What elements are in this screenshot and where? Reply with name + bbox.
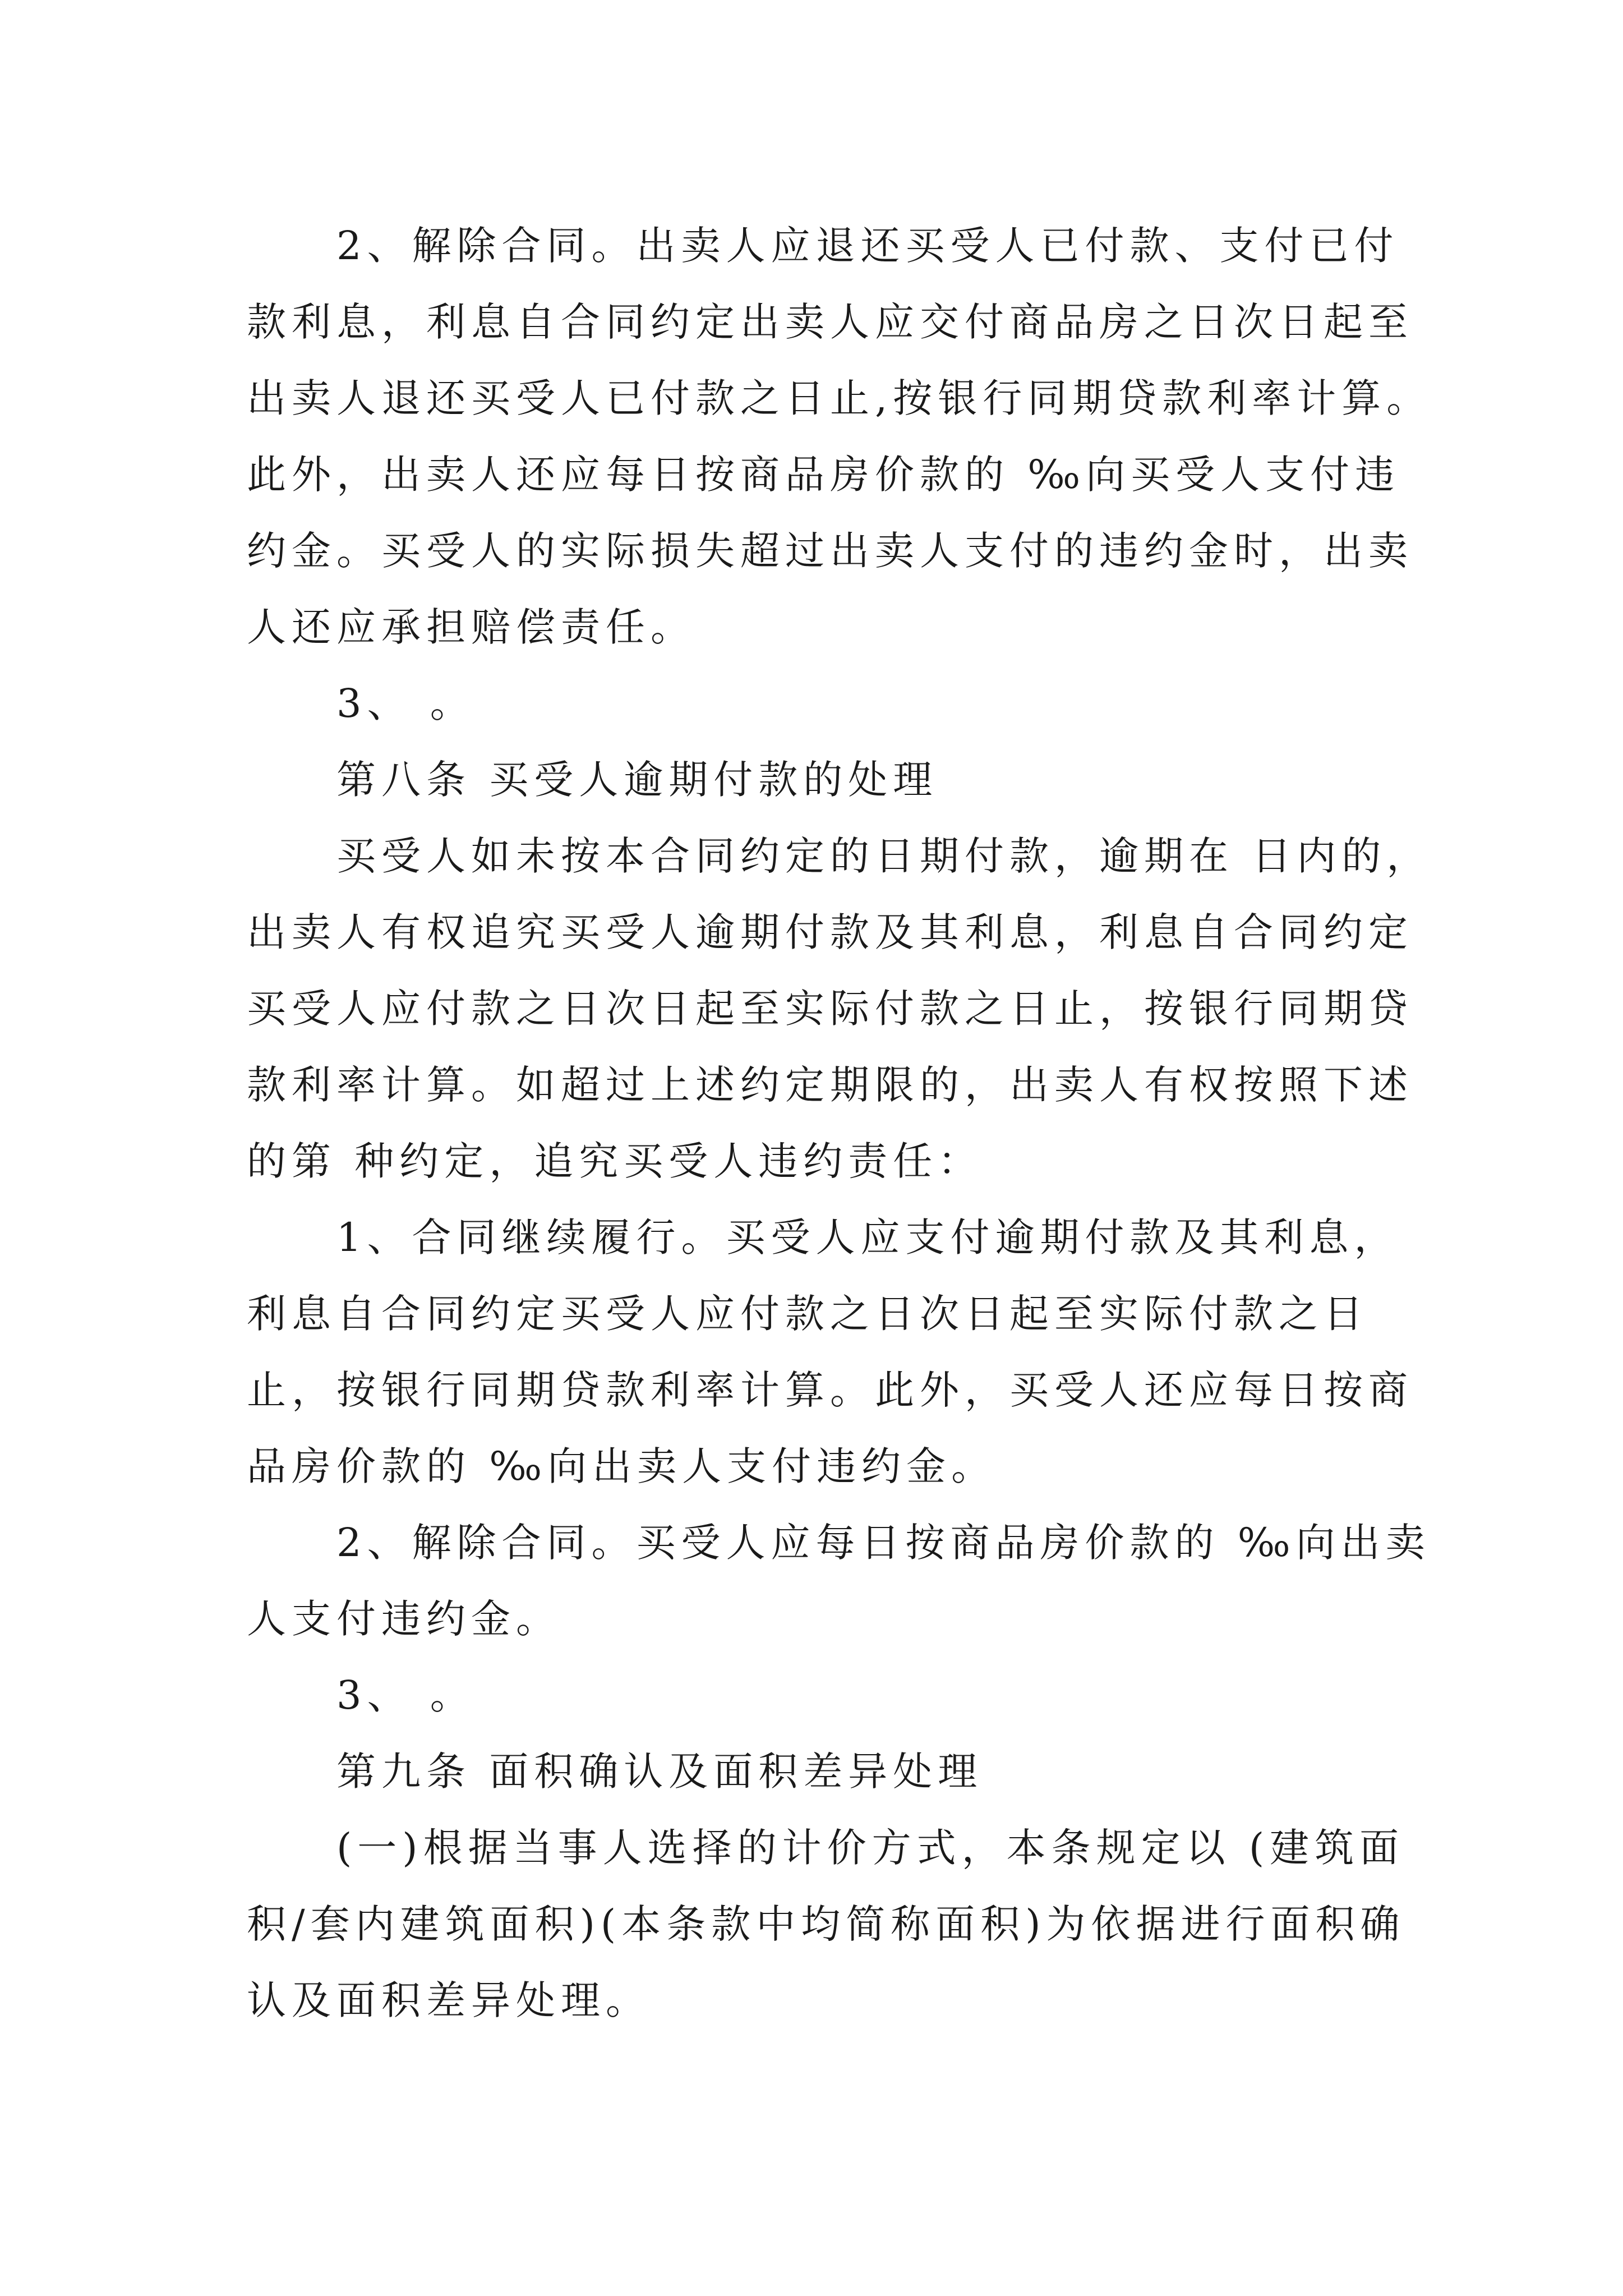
text-line: 3、 。	[336, 1672, 475, 1718]
text-line: 认及面积差异处理。	[247, 1977, 651, 2023]
document-body	[247, 208, 1432, 2039]
text-line: 1、合同继续履行。买受人应支付逾期付款及其利息，	[336, 1214, 1399, 1260]
text-line: 款利率计算。如超过上述约定期限的，出卖人有权按照下述	[247, 1062, 1413, 1108]
text-line: 此外，出卖人还应每日按商品房价款的 ‰向买受人支付违	[247, 452, 1400, 498]
text-line: 2、解除合同。出卖人应退还买受人已付款、支付已付	[336, 223, 1399, 269]
text-line: 约金。买受人的实际损失超过出卖人支付的违约金时，出卖	[247, 528, 1413, 574]
text-line: 人支付违约金。	[247, 1596, 561, 1642]
text-line: 款利息，利息自合同约定出卖人应交付商品房之日次日起至	[247, 299, 1413, 345]
text-line: 积/套内建筑面积)(本条款中均简称面积)为依据进行面积确	[247, 1901, 1405, 1947]
text-line: 2、解除合同。买受人应每日按商品房价款的 ‰向出卖	[336, 1520, 1431, 1566]
text-line: 买受人如未按本合同约定的日期付款，逾期在 日内的，	[336, 833, 1432, 879]
text-line: 的第 种约定，追究买受人违约责任：	[247, 1138, 983, 1184]
text-line: 利息自合同约定买受人应付款之日次日起至实际付款之日	[247, 1291, 1368, 1337]
text-line: 品房价款的 ‰向出卖人支付违约金。	[247, 1443, 997, 1489]
text-line: 买受人应付款之日次日起至实际付款之日止，按银行同期贷	[247, 986, 1413, 1032]
text-line: 止，按银行同期贷款利率计算。此外，买受人还应每日按商	[247, 1367, 1413, 1413]
section-heading: 第八条 买受人逾期付款的处理	[336, 757, 938, 803]
text-line: 出卖人有权追究买受人逾期付款及其利息，利息自合同约定	[247, 909, 1413, 955]
text-line: 人还应承担赔偿责任。	[247, 604, 695, 650]
section-heading: 第九条 面积确认及面积差异处理	[336, 1749, 983, 1795]
text-line: 3、 。	[336, 680, 475, 726]
text-line: 出卖人退还买受人已付款之日止,按银行同期贷款利率计算。	[247, 375, 1432, 421]
text-line: (一)根据当事人选择的计价方式，本条规定以 (建筑面	[336, 1825, 1405, 1871]
